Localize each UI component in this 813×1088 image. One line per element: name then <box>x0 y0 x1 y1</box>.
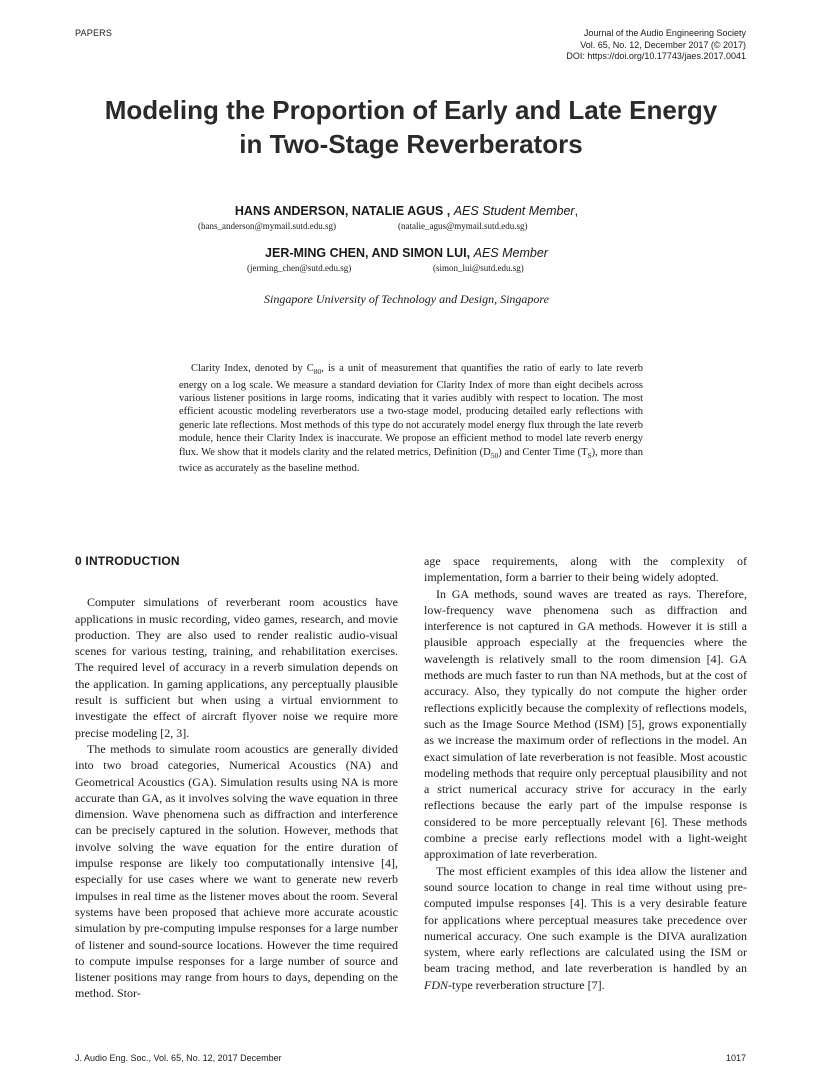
authors-line-2 <box>0 246 813 260</box>
abstract-sub-c80: 80 <box>313 367 322 377</box>
fdn-term: FDN <box>424 977 448 992</box>
affiliation: Singapore University of Technology and Design, Singapore <box>264 292 549 306</box>
intro-paragraph-2-cont: age space requirements, along with the complexity of implementation, form a barrier to their being widely adopted. <box>424 554 747 585</box>
left-column <box>75 553 398 1002</box>
title-line-2: in Two-Stage Reverberators <box>239 129 583 159</box>
author-names-1: HANS ANDERSON, NATALIE AGUS <box>234 204 444 218</box>
abstract-text-3: ) and Center Time (T <box>498 446 588 458</box>
journal-volume: Vol. 65, No. 12, December 2017 (© 2017) <box>580 39 746 50</box>
section-heading-introduction: 0 INTRODUCTION <box>75 554 180 568</box>
author-email-2: (natalie_agus@mymail.sutd.edu.sg) <box>398 221 528 231</box>
abstract-text-4: ), more than twice as accurately as the baseline method. <box>179 446 644 475</box>
author-email-4: (simon_lui@sutd.edu.sg) <box>433 263 524 273</box>
paper-title <box>40 93 782 161</box>
abstract-text-2: , is a unit of measurement that quantifies the ratio of early to late reverb energy on a log scale. We measure a standard deviation for Clarity Index of more than eight decibels across various listener positions in large rooms, indicating that it varies audibly with respect to location. The most efficient acoustic modeling reverberators use a two-stage model, producing detailed early reflections with generic late reflections. Most methods of this type do not accurately model energy flux through the late reverb module, hence their Clarity Index is inaccurate. We propose an efficient method to model late reverb energy flux. We show that it models clarity and the related metrics, Definition (D <box>179 363 643 458</box>
intro-paragraph-1: Computer simulations of reverberant room acoustics have applications in music recording, video games, research, and movie production. They are also used to render realistic audio-visual scenes for various testing, training, and rehabilitation exercises. The required level of accuracy in a reverb simulation depends on the application. In gaming applications, any perceptually plausible result is sufficient but when using a virtual enviornment to investigate the effect of aircraft flyover noise we require more precise modeling [2, 3]. <box>75 595 398 740</box>
abstract-sub-d50: 50 <box>490 450 499 460</box>
author-email-1: (hans_anderson@mymail.sutd.edu.sg) <box>198 221 337 231</box>
journal-header <box>566 28 746 63</box>
intro-paragraph-4 <box>424 863 747 993</box>
intro-paragraph-4-end: -type reverberation structure [7]. <box>448 977 605 992</box>
abstract-text-1: Clarity Index, denoted by C <box>191 363 314 374</box>
abstract <box>179 362 643 475</box>
running-header-section: PAPERS <box>75 28 113 38</box>
title-line-1: Modeling the Proportion of Early and Late Energy <box>104 95 718 125</box>
authors-line-1 <box>0 204 813 218</box>
right-column <box>424 553 747 993</box>
author-comma: , <box>446 204 451 218</box>
intro-paragraph-2: The methods to simulate room acoustics are generally divided into two broad categories, Numerical Acoustics (NA) and Geometrical Acoustics (GA). Simulation results using NA is more accurate than GA, as it involves solving the wave equation in three dimension. Wave phenomena such as diffraction and interference can be precisely captured in the solution. However, methods that involve solving the wave equation for the entire duration of impulse response are likely too computationally intensive [4], especially for use cases where we want to generate new reverb impulses in real time as the listener moves about the room. Several systems have been proposed that achieve more accurate acoustic simulation by pre-computing impulse responses for a large number of listener and sound-source locations. However the time required to compute impulse responses for a large number of source and listener positions may range from hours to days, depending on the method. Stor- <box>75 741 398 1001</box>
author-role-1: AES Student Member <box>453 204 575 218</box>
author-email-3: (jerming_chen@sutd.edu.sg) <box>247 263 352 273</box>
author-role-2: AES Member <box>473 246 548 260</box>
abstract-sub-ts: S <box>587 450 592 460</box>
journal-doi: DOI: https://doi.org/10.17743/jaes.2017.0041 <box>566 51 746 61</box>
author-role-comma: , <box>574 204 579 218</box>
footer-citation: J. Audio Eng. Soc., Vol. 65, No. 12, 2017 December <box>75 1053 282 1063</box>
page-number: 1017 <box>725 1053 746 1063</box>
author-names-2: JER-MING CHEN, AND SIMON LUI, <box>265 246 471 260</box>
journal-name: Journal of the Audio Engineering Society <box>583 28 746 38</box>
intro-paragraph-3: In GA methods, sound waves are treated as rays. Therefore, low-frequency wave phenomena such as diffraction and interference is not captured in GA methods. However it is still a plausible approach especially at the frequencies where the wavelength is relatively small to the room dimension [4]. GA methods are much faster to run than NA methods, but at the cost of accuracy. Also, they typically do not compute the higher order reflections explicitly because the complexity of reflections models, such as the Image Source Method (ISM) [5], grows exponentially as we increase the maximum order of reflections in the model. An exact simulation of late reverberation is not feasible. Most acoustic modeling methods that require only perceptual plausibility and not a strict numerical accuracy strive for accuracy in the early reflections because the early part of the impulse response is considered to be more perceptually relevant [6]. These methods combine a precise early reflections model with a light-weight approximation of late reverberation. <box>424 586 747 862</box>
intro-paragraph-4-text: The most efficient examples of this idea allow the listener and sound source location to change in real time without using pre-computed impulse responses [4]. This is a very desirable feature for applications where perceptual measures take precedence over numerical accuracy. One such example is the DIVA auralization system, where early reflections are calculated using the ISM or beam tracing method, and late reverberation is handled by an <box>424 863 747 976</box>
